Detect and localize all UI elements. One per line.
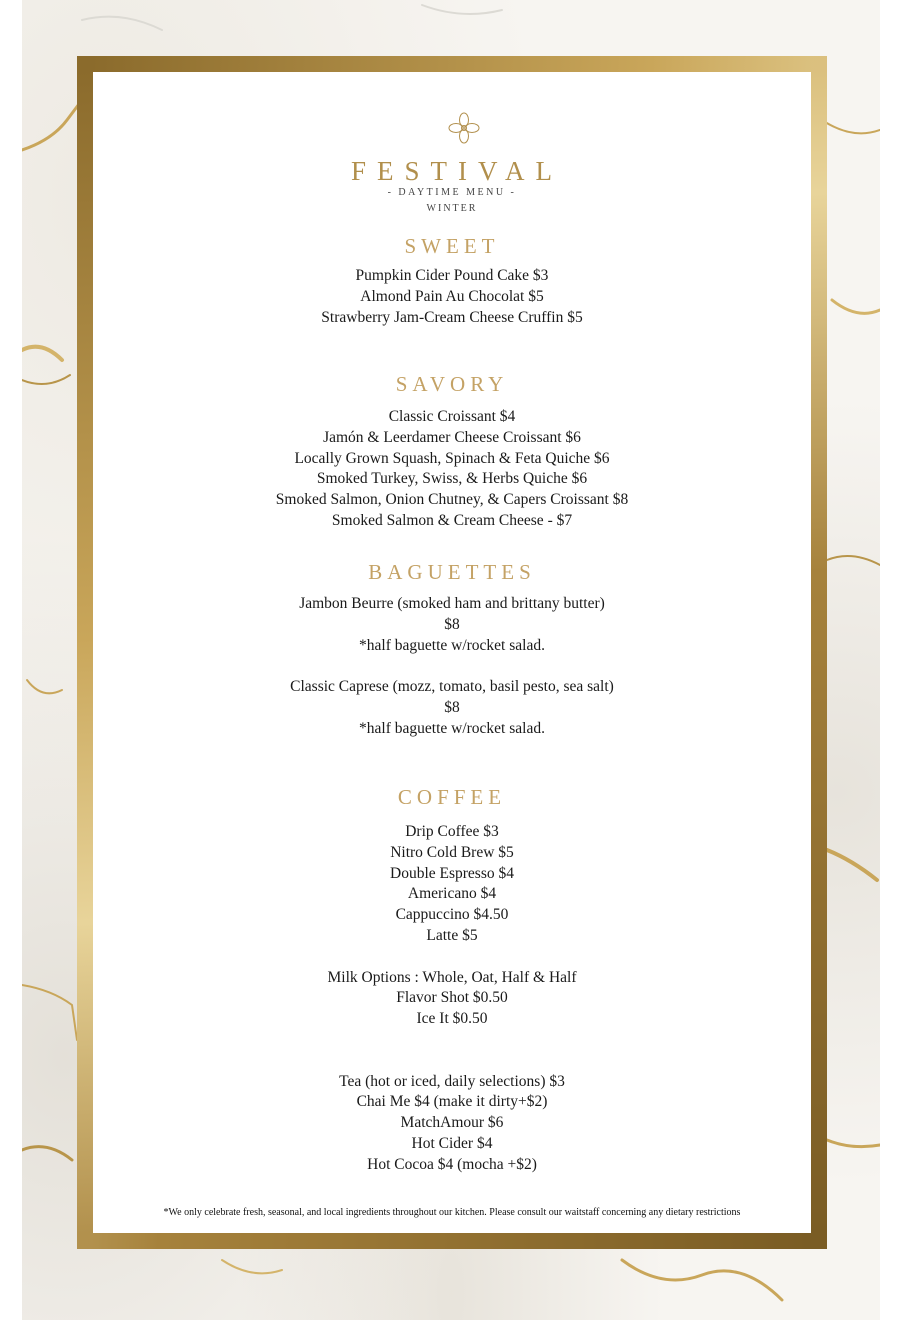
menu-item: Almond Pain Au Chocolat $5 (360, 287, 544, 305)
menu-item-note: *half baguette w/rocket salad. (359, 636, 545, 654)
menu-item: Tea (hot or iced, daily selections) $3 (339, 1072, 565, 1090)
section-sweet-items (93, 266, 811, 328)
menu-item: Milk Options : Whole, Oat, Half & Half (327, 968, 577, 986)
menu-frame (77, 56, 827, 1249)
menu-item: Strawberry Jam-Cream Cheese Cruffin $5 (321, 308, 583, 326)
menu-subtitle: - DAYTIME MENU - (387, 187, 517, 198)
menu-item: Cappuccino $4.50 (395, 906, 509, 924)
menu-season: WINTER (426, 203, 478, 214)
menu-item: Ice It $0.50 (416, 1010, 488, 1028)
menu-item: Pumpkin Cider Pound Cake $3 (355, 267, 549, 284)
menu-item: Locally Grown Squash, Spinach & Feta Quiche $6 (294, 449, 610, 467)
menu-item: Jambon Beurre (smoked ham and brittany butter) (299, 595, 605, 612)
menu-item: Drip Coffee $3 (405, 823, 499, 840)
menu-item: Double Espresso $4 (390, 864, 514, 882)
menu-item: Nitro Cold Brew $5 (390, 843, 514, 861)
menu-item: Smoked Salmon, Onion Chutney, & Capers Croissant $8 (275, 491, 629, 509)
footnote: *We only celebrate fresh, seasonal, and local ingredients throughout our kitchen. Please consult our waitstaff concerning any dietary restrictions (163, 1207, 741, 1218)
menu-item: Classic Caprese (mozz, tomato, basil pesto, sea salt) (290, 678, 614, 696)
menu-item: Jamón & Leerdamer Cheese Croissant $6 (323, 428, 581, 446)
brand-name: FESTIVAL (350, 156, 564, 186)
section-title-sweet: SWEET (404, 234, 500, 258)
section-savory-items (93, 407, 811, 532)
section-coffee-items (93, 822, 811, 1176)
menu-item: Americano $4 (407, 885, 497, 903)
section-baguettes-items (93, 594, 811, 740)
section-title-coffee: COFFEE (397, 785, 507, 809)
menu-item: Chai Me $4 (make it dirty+$2) (356, 1093, 548, 1111)
menu-item: MatchAmour $6 (400, 1114, 504, 1132)
menu-item-note: *half baguette w/rocket salad. (359, 719, 545, 737)
menu-item: Latte $5 (426, 926, 478, 944)
menu-item: Smoked Turkey, Swiss, & Herbs Quiche $6 (316, 470, 588, 488)
menu-item: Classic Croissant $4 (388, 408, 516, 425)
section-title-savory: SAVORY (395, 372, 509, 396)
menu-item: Smoked Salmon & Cream Cheese - $7 (331, 511, 573, 529)
menu-item: Hot Cider $4 (411, 1134, 493, 1152)
menu-item-price: $8 (444, 698, 460, 716)
flower-ornament-icon (446, 110, 482, 146)
menu-item: Flavor Shot $0.50 (396, 989, 508, 1007)
menu-item-price: $8 (444, 615, 460, 633)
menu-item: Hot Cocoa $4 (mocha +$2) (367, 1155, 537, 1173)
section-title-baguettes: BAGUETTES (368, 560, 536, 584)
